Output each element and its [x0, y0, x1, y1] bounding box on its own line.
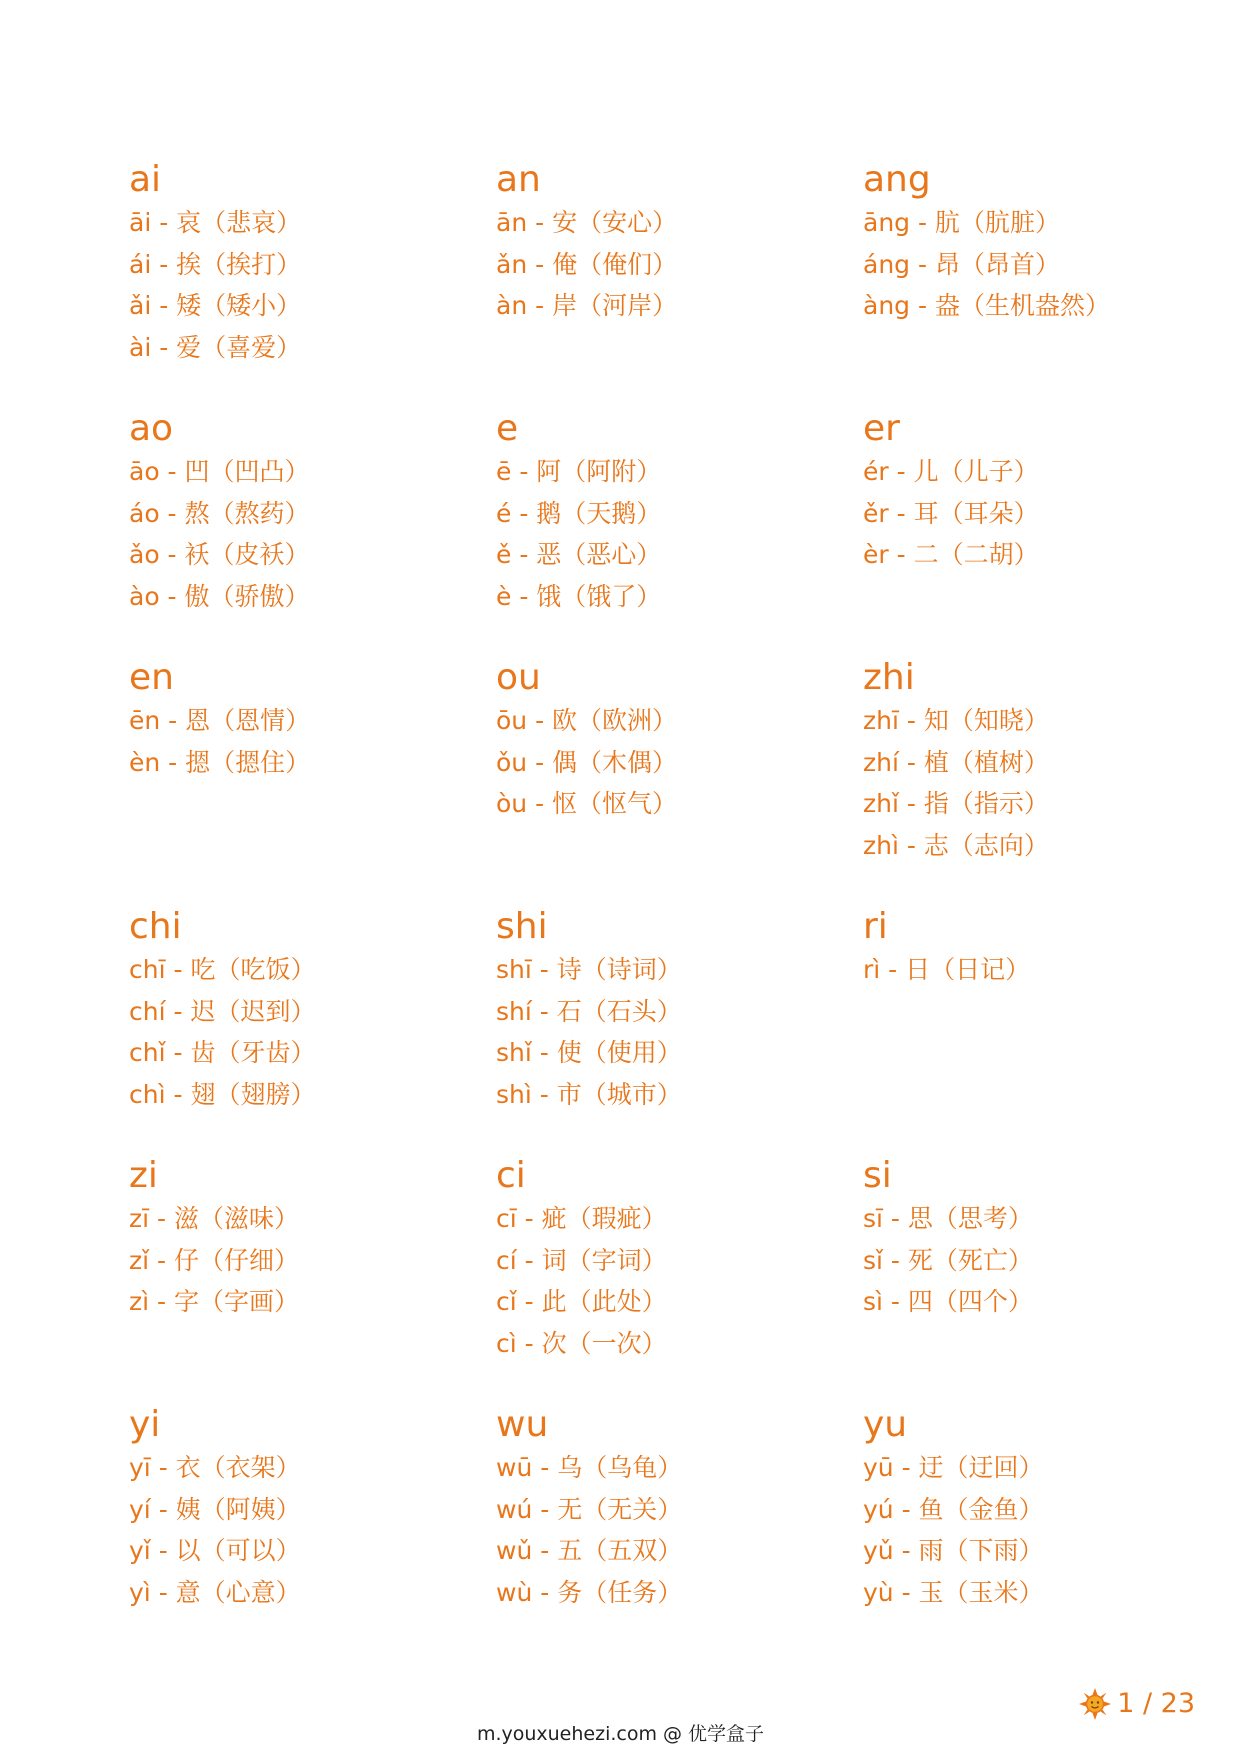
pinyin-entry: shì - 市（城市）: [496, 1079, 682, 1109]
section-heading: ou: [496, 657, 541, 698]
pinyin-section-wu: [496, 1403, 863, 1652]
pinyin-entry: zhī - 知（知晓）: [863, 706, 1049, 735]
page-number: 1 / 23: [1117, 1688, 1195, 1719]
section-heading: zi: [129, 1155, 158, 1196]
section-heading: wu: [496, 1404, 549, 1445]
pinyin-entry: zī - 滋（滋味）: [129, 1204, 299, 1233]
pinyin-entry: èn - 摁（摁住）: [129, 747, 311, 777]
pinyin-entry: āo - 凹（凹凸）: [129, 457, 310, 486]
pinyin-entry: ěr - 耳（耳朵）: [863, 498, 1039, 528]
pinyin-section-yi: [129, 1403, 496, 1652]
section-heading: yi: [129, 1404, 161, 1445]
pinyin-section-chi: [129, 905, 496, 1154]
pinyin-entry: zhǐ - 指（指示）: [863, 789, 1049, 818]
pinyin-entry: àn - 岸（河岸）: [496, 291, 678, 320]
pinyin-entry: ǎo - 袄（皮袄）: [129, 540, 310, 569]
pinyin-entry: ǎi - 矮（矮小）: [129, 291, 302, 320]
pinyin-section-en: [129, 656, 496, 905]
pinyin-section-ao: [129, 407, 496, 656]
pinyin-entry: zì - 字（字画）: [129, 1287, 299, 1316]
pinyin-section-ci: [496, 1154, 863, 1403]
pinyin-section-ou: [496, 656, 863, 905]
pinyin-entry: òu - 怄（怄气）: [496, 789, 678, 818]
pinyin-section-yu: [863, 1403, 1129, 1652]
pinyin-entry: cǐ - 此（此处）: [496, 1287, 667, 1316]
section-heading: chi: [129, 906, 182, 947]
pinyin-entry: āi - 哀（悲哀）: [129, 208, 302, 237]
pinyin-section-er: [863, 407, 1129, 656]
pinyin-entry: ēn - 恩（恩情）: [129, 706, 311, 735]
pinyin-entry: āng - 肮（肮脏）: [863, 208, 1060, 237]
pinyin-entry: yú - 鱼（金鱼）: [863, 1494, 1044, 1524]
pinyin-section-an: [496, 158, 863, 407]
pinyin-entry: cī - 疵（瑕疵）: [496, 1204, 667, 1233]
pinyin-entry: èr - 二（二胡）: [863, 540, 1039, 569]
pinyin-entry: sī - 思（思考）: [863, 1204, 1033, 1233]
pinyin-entry: shī - 诗（诗词）: [496, 955, 682, 984]
pinyin-entry: zhí - 植（植树）: [863, 747, 1049, 777]
section-heading: ai: [129, 159, 162, 200]
section-heading: zhi: [863, 657, 915, 698]
pinyin-entry: ōu - 欧（欧洲）: [496, 706, 678, 735]
section-heading: ri: [863, 906, 888, 947]
pinyin-entry: yì - 意（心意）: [129, 1577, 301, 1607]
section-heading: en: [129, 657, 174, 698]
pinyin-entry: yù - 玉（玉米）: [863, 1577, 1044, 1607]
pinyin-entry: yí - 姨（阿姨）: [129, 1494, 301, 1524]
pinyin-entry: chì - 翅（翅膀）: [129, 1079, 316, 1109]
pinyin-section-si: [863, 1154, 1129, 1403]
section-heading: shi: [496, 906, 548, 947]
pinyin-entry: ān - 安（安心）: [496, 208, 678, 237]
pinyin-entry: cí - 词（字词）: [496, 1245, 667, 1275]
pinyin-section-e: [496, 407, 863, 656]
page-indicator: [1079, 1688, 1195, 1720]
sun-icon: [1079, 1688, 1111, 1720]
pinyin-entry: àng - 盎（生机盎然）: [863, 291, 1110, 320]
pinyin-entry: wù - 务（任务）: [496, 1577, 683, 1607]
pinyin-entry: ào - 傲（骄傲）: [129, 581, 310, 611]
pinyin-entry: sǐ - 死（死亡）: [863, 1245, 1033, 1275]
pinyin-entry: chī - 吃（吃饭）: [129, 955, 316, 984]
pinyin-entry: yǔ - 雨（下雨）: [863, 1536, 1044, 1565]
pinyin-entry: ér - 儿（儿子）: [863, 457, 1039, 486]
footer-source: m.youxuehezi.com @ 优学盒子: [476, 1723, 765, 1745]
section-heading: er: [863, 408, 900, 449]
pinyin-section-ri: [863, 905, 1129, 1154]
pinyin-section-zi: [129, 1154, 496, 1403]
pinyin-section-zhi: [863, 656, 1129, 905]
pinyin-section-ai: [129, 158, 496, 407]
pinyin-entry: è - 饿（饿了）: [496, 581, 662, 611]
pinyin-entry: ǒu - 偶（木偶）: [496, 747, 678, 777]
pinyin-entry: áo - 熬（熬药）: [129, 498, 310, 528]
section-heading: si: [863, 1155, 892, 1196]
pinyin-entry: yǐ - 以（可以）: [129, 1536, 301, 1565]
section-heading: yu: [863, 1404, 908, 1445]
pinyin-entry: chí - 迟（迟到）: [129, 996, 316, 1026]
pinyin-grid: [129, 158, 1129, 1652]
pinyin-entry: shǐ - 使（使用）: [496, 1038, 682, 1067]
pinyin-entry: chǐ - 齿（牙齿）: [129, 1038, 316, 1067]
pinyin-entry: wǔ - 五（五双）: [496, 1536, 683, 1565]
pinyin-entry: ài - 爱（喜爱）: [129, 332, 302, 362]
pinyin-entry: yī - 衣（衣架）: [129, 1453, 301, 1482]
pinyin-entry: é - 鹅（天鹅）: [496, 498, 662, 528]
pinyin-entry: ē - 阿（阿附）: [496, 457, 662, 486]
pinyin-entry: ái - 挨（挨打）: [129, 249, 302, 279]
pinyin-section-shi: [496, 905, 863, 1154]
pinyin-entry: sì - 四（四个）: [863, 1287, 1033, 1316]
pinyin-entry: áng - 昂（昂首）: [863, 249, 1060, 279]
pinyin-entry: wú - 无（无关）: [496, 1494, 683, 1524]
pinyin-entry: yū - 迂（迂回）: [863, 1453, 1044, 1482]
pinyin-entry: ǎn - 俺（俺们）: [496, 249, 678, 279]
pinyin-entry: zhì - 志（志向）: [863, 830, 1049, 860]
pinyin-section-ang: [863, 158, 1129, 407]
pinyin-entry: shí - 石（石头）: [496, 996, 682, 1026]
section-heading: ang: [863, 159, 931, 200]
section-heading: ci: [496, 1155, 526, 1196]
section-heading: ao: [129, 408, 174, 449]
pinyin-entry: zǐ - 仔（仔细）: [129, 1245, 299, 1275]
section-heading: e: [496, 408, 519, 449]
section-heading: an: [496, 159, 541, 200]
pinyin-entry: wū - 乌（乌龟）: [496, 1453, 683, 1482]
pinyin-entry: rì - 日（日记）: [863, 955, 1031, 984]
pinyin-entry: ě - 恶（恶心）: [496, 540, 662, 569]
pinyin-entry: cì - 次（一次）: [496, 1328, 667, 1358]
